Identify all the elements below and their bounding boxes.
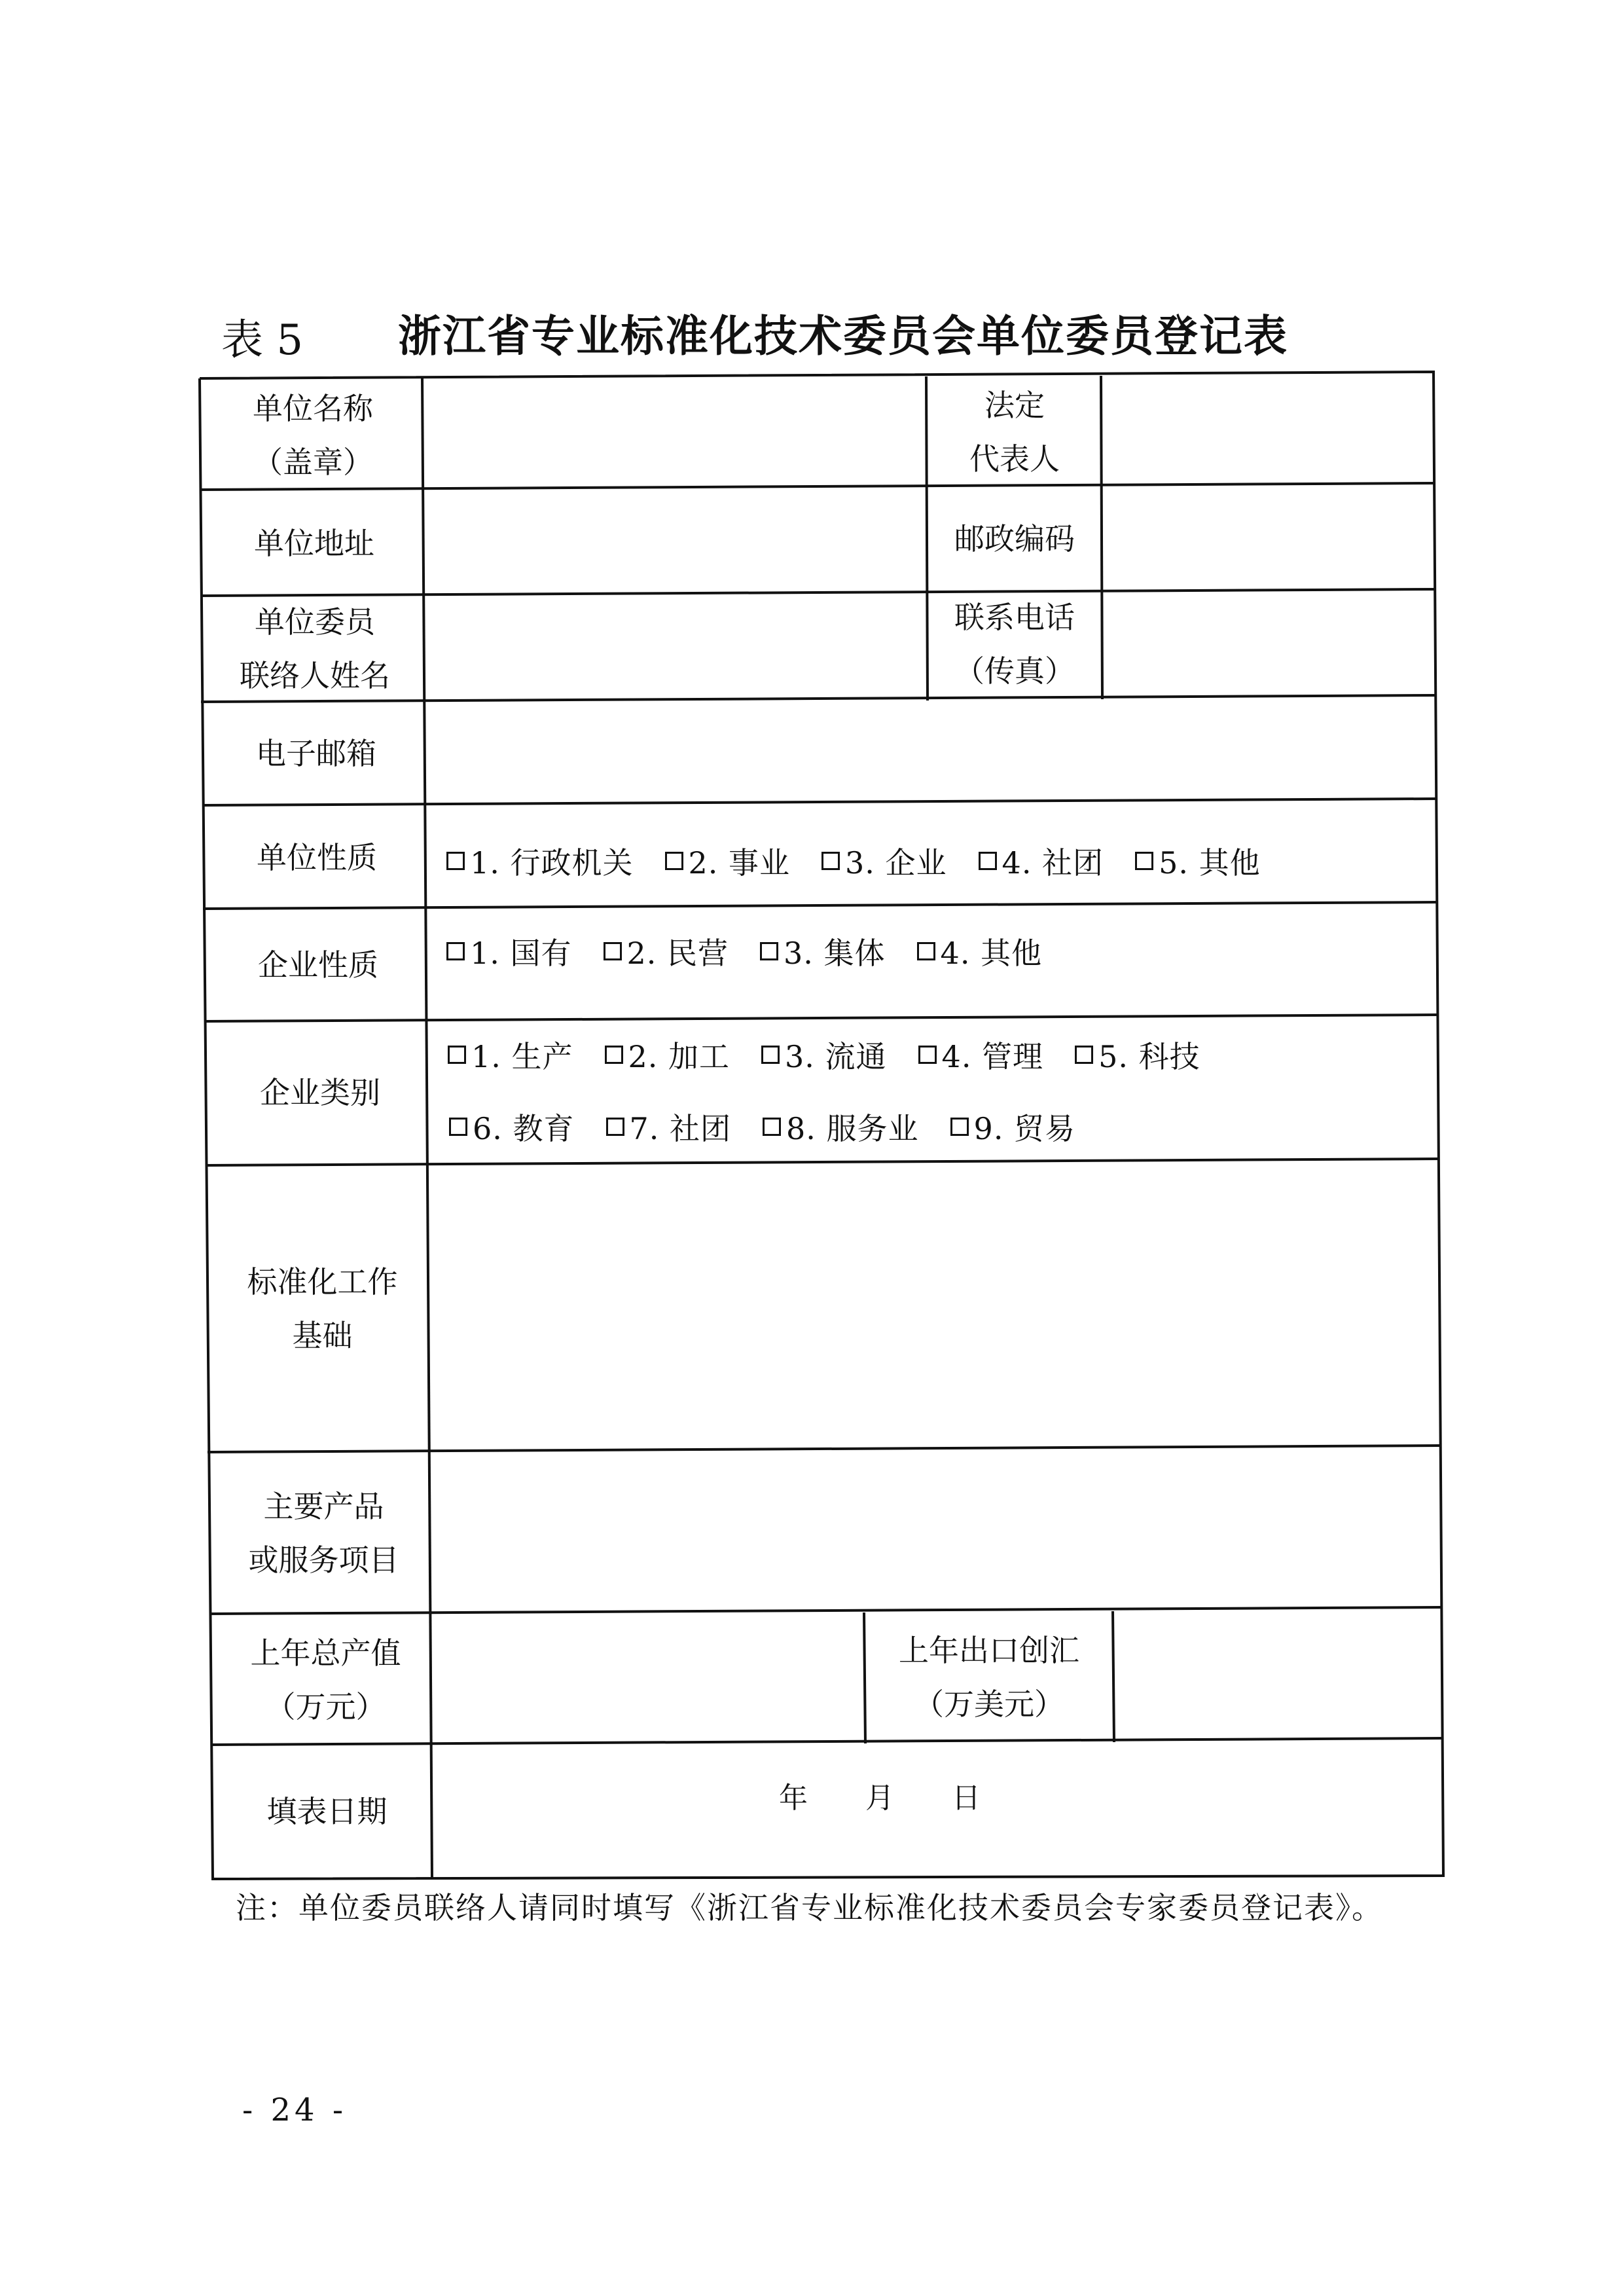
enterprise-category-options-row2 (449, 1105, 1107, 1148)
option-label: 3. 集体 (784, 936, 886, 971)
std-basis-label-line1: 标准化工作 (247, 1264, 398, 1300)
unit-name-field[interactable] (427, 381, 924, 486)
checkbox-icon[interactable] (918, 1046, 937, 1064)
option-label: 6. 教育 (473, 1111, 575, 1146)
std-basis-field[interactable] (439, 1165, 1434, 1444)
legal-rep-field[interactable] (1105, 380, 1429, 481)
enterprise-nature-label: 企业性质 (258, 947, 378, 983)
checkbox-icon[interactable] (449, 1118, 467, 1136)
unit-nature-option[interactable] (446, 839, 634, 883)
legal-rep-label-line1: 法定 (984, 387, 1045, 423)
month-label: 月 (865, 1781, 894, 1815)
enterprise-category-options-row1 (448, 1033, 1232, 1076)
checkbox-icon[interactable] (446, 942, 465, 960)
legal-rep-label-line2: 代表人 (969, 441, 1060, 477)
phone-field[interactable] (1105, 592, 1429, 690)
checkbox-icon[interactable] (665, 852, 683, 870)
products-field[interactable] (440, 1452, 1435, 1606)
checkbox-icon[interactable] (821, 852, 840, 870)
address-field[interactable] (428, 492, 924, 591)
phone-label (928, 592, 1101, 696)
option-label: 5. 其他 (1159, 845, 1261, 881)
email-label: 电子邮箱 (256, 736, 376, 771)
checkbox-icon[interactable] (448, 1046, 466, 1064)
phone-label-line2: （传真） (954, 653, 1075, 689)
enterprise-category-option[interactable] (1075, 1033, 1200, 1076)
export-label-line1: 上年出口创汇 (899, 1632, 1079, 1668)
footnote: 注：单位委员联络人请同时填写《浙江省专业标准化技术委员会专家委员登记表》。 (236, 1890, 1383, 1925)
option-label: 1. 行政机关 (470, 845, 634, 881)
checkbox-icon[interactable] (1075, 1046, 1093, 1064)
option-label: 5. 科技 (1098, 1039, 1200, 1074)
fill-date-label: 填表日期 (266, 1794, 388, 1829)
option-label: 3. 企业 (845, 845, 947, 881)
enterprise-category-label: 企业类别 (260, 1075, 380, 1110)
checkbox-icon[interactable] (760, 942, 778, 960)
output-value-label (213, 1616, 439, 1743)
enterprise-category-option[interactable] (448, 1033, 573, 1076)
unit-nature-options (446, 839, 1292, 883)
option-label: 8. 服务业 (786, 1111, 919, 1146)
checkbox-icon[interactable] (446, 852, 465, 870)
liaison-field[interactable] (429, 597, 924, 695)
export-label-line2: （万美元） (914, 1686, 1064, 1722)
unit-nature-option[interactable] (821, 839, 947, 883)
enterprise-category-option[interactable] (761, 1033, 887, 1076)
checkbox-icon[interactable] (763, 1118, 781, 1136)
output-value-label-line2: （万元） (265, 1688, 386, 1724)
form-title: 浙江省专业标准化技术委员会单位委员登记表 (398, 310, 1288, 361)
checkbox-icon[interactable] (917, 942, 935, 960)
address-label: 单位地址 (254, 525, 374, 561)
export-label (865, 1613, 1113, 1741)
enterprise-category-option[interactable] (950, 1105, 1076, 1148)
enterprise-category-option[interactable] (606, 1105, 732, 1148)
enterprise-nature-option[interactable] (446, 930, 572, 973)
unit-nature-option[interactable] (1135, 839, 1261, 883)
page-number: - 24 - (242, 2092, 348, 2128)
liaison-label-line1: 单位委员 (255, 604, 375, 640)
unit-nature-option[interactable] (665, 839, 791, 883)
option-label: 2. 加工 (628, 1039, 731, 1074)
phone-label-line1: 联系电话 (954, 600, 1075, 635)
enterprise-nature-option[interactable] (604, 930, 729, 973)
checkbox-icon[interactable] (979, 852, 997, 870)
option-label: 2. 事业 (688, 845, 791, 881)
checkbox-icon[interactable] (606, 1118, 624, 1136)
postcode-field[interactable] (1105, 486, 1429, 584)
option-label: 4. 管理 (941, 1039, 1044, 1074)
enterprise-category-option[interactable] (605, 1033, 731, 1076)
checkbox-icon[interactable] (604, 942, 622, 960)
liaison-label (203, 597, 427, 701)
option-label: 2. 民营 (626, 936, 729, 971)
enterprise-nature-option[interactable] (760, 930, 886, 973)
output-value-label-line1: 上年总产值 (250, 1635, 401, 1671)
products-label-line1: 主要产品 (263, 1489, 384, 1524)
output-value-field[interactable] (442, 1614, 861, 1739)
option-label: 9. 贸易 (973, 1111, 1076, 1146)
option-label: 4. 其他 (940, 936, 1043, 971)
enterprise-category-option[interactable] (449, 1105, 575, 1148)
option-label: 4. 社团 (1001, 845, 1104, 881)
unit-nature-option[interactable] (979, 839, 1104, 883)
std-basis-label-line2: 基础 (292, 1318, 353, 1353)
table-number: 表 5 (221, 316, 304, 365)
year-label: 年 (779, 1781, 808, 1815)
liaison-label-line2: 联络人姓名 (240, 658, 390, 693)
fill-date-field[interactable] (779, 1774, 981, 1816)
enterprise-nature-option[interactable] (917, 930, 1043, 973)
email-field[interactable] (432, 701, 1427, 799)
checkbox-icon[interactable] (605, 1046, 623, 1064)
enterprise-category-option[interactable] (763, 1105, 919, 1148)
std-basis-label (209, 1168, 435, 1449)
export-field[interactable] (1117, 1612, 1437, 1736)
checkbox-icon[interactable] (950, 1118, 969, 1136)
option-label: 7. 社团 (629, 1111, 732, 1146)
option-label: 1. 生产 (471, 1039, 573, 1074)
unit-name-label-line1: 单位名称 (253, 391, 373, 426)
unit-name-label-line2: （盖章） (253, 445, 373, 480)
products-label (211, 1455, 437, 1612)
enterprise-nature-options (446, 930, 1074, 973)
option-label: 1. 国有 (470, 936, 572, 971)
enterprise-category-option[interactable] (918, 1033, 1044, 1076)
checkbox-icon[interactable] (761, 1046, 780, 1064)
unit-nature-label: 单位性质 (257, 840, 377, 875)
checkbox-icon[interactable] (1135, 852, 1153, 870)
day-label: 日 (952, 1781, 981, 1815)
postcode-label: 邮政编码 (954, 520, 1075, 556)
legal-rep-label (928, 381, 1101, 483)
option-label: 3. 流通 (785, 1039, 887, 1074)
products-label-line2: 或服务项目 (248, 1542, 399, 1578)
unit-name-label (202, 386, 424, 484)
